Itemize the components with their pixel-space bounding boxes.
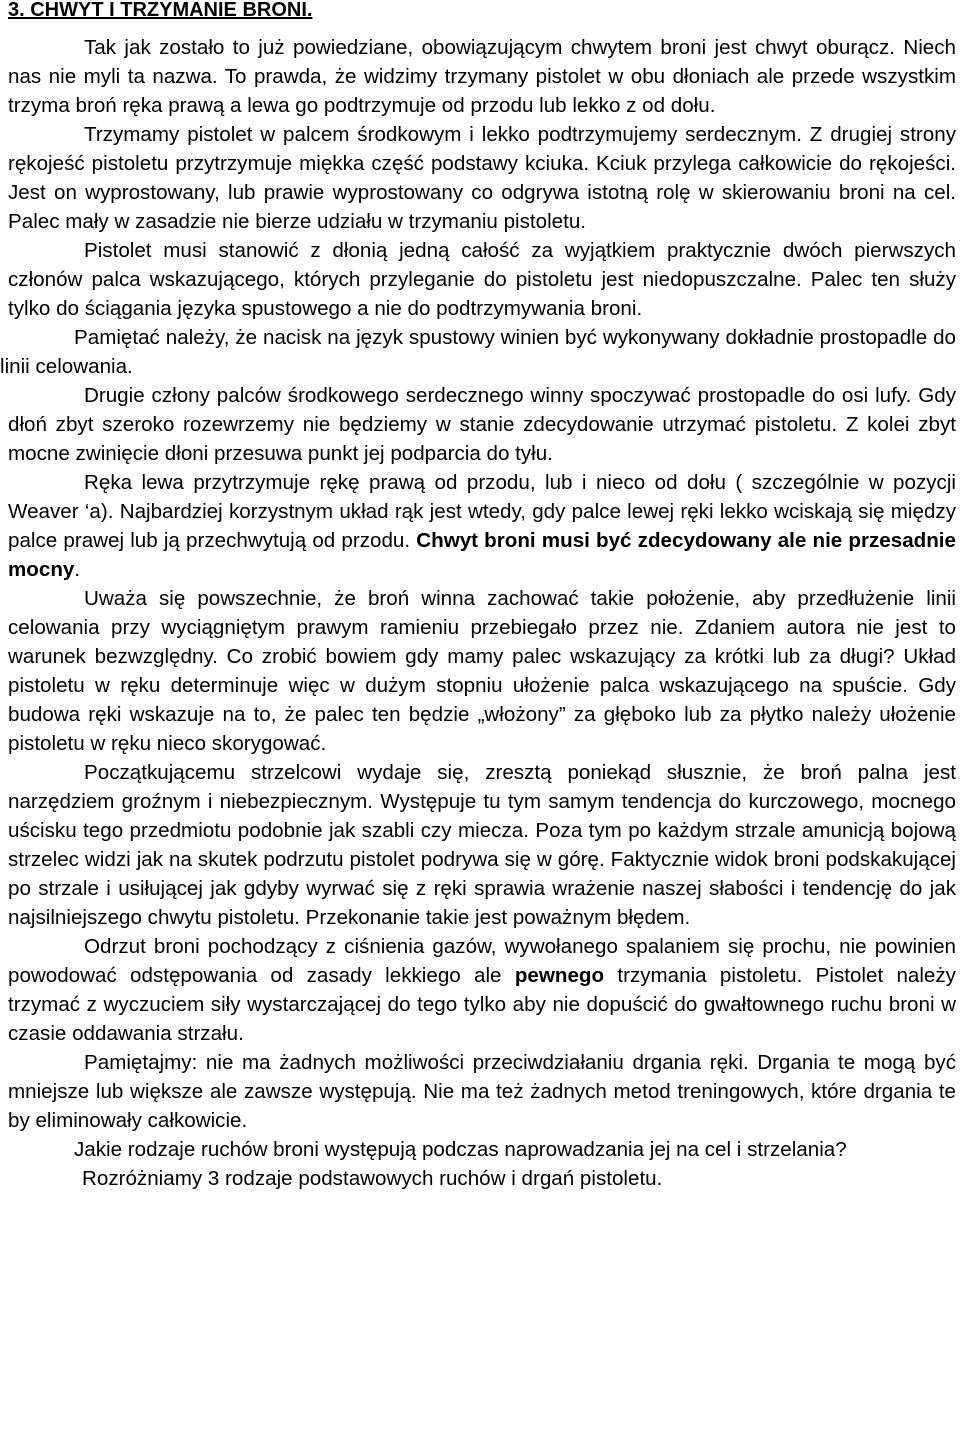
paragraph-6-bold: Chwyt broni musi być zdecydowany ale nie przesadnie mocny xyxy=(8,529,956,581)
paragraph-3: Pistolet musi stanowić z dłonią jedną całość za wyjątkiem praktycznie dwóch pierwszych członów palca wskazującego, których przyleganie do pistoletu jest niedopuszczalne. Palec ten służy tylko do ściągania języka spustowego a nie do podtrzymywania broni. xyxy=(8,239,956,320)
paragraph-6-text: Ręka lewa przytrzymuje rękę prawą od przodu, lub i nieco od dołu ( szczególnie w pozycji Weaver ‘a). Najbardziej korzystnym układ rąk jest wtedy, gdy palce lewej ręki lekko wciskają się między palce prawej lub ją przechwytują od przodu. xyxy=(8,471,956,552)
paragraph-6-after: . xyxy=(74,558,81,581)
section-title: 3. CHWYT I TRZYMANIE BRONI. xyxy=(8,0,313,21)
paragraph-9 xyxy=(8,932,956,1048)
paragraph-7: Uważa się powszechnie, że broń winna zachować takie położenie, aby przedłużenie linii celowania przy wyciągniętym prawym ramieniu przebiegało przez nie. Zdaniem autora nie jest to warunek bezwzględny. Co zrobić bowiem gdy mamy palec wskazujący za krótki lub za długi? Układ pistoletu w ręku determinuje więc w dużym stopniu ułożenie palca wskazującego na spuście. Gdy budowa ręki wskazuje na to, że palec ten będzie „włożony” za głęboko lub za płytko należy ułożenie pistoletu w ręku nieco skorygować. xyxy=(8,587,956,755)
paragraph-1: Tak jak zostało to już powiedziane, obowiązującym chwytem broni jest chwyt oburącz. Niech nas nie myli ta nazwa. To prawda, że widzimy trzymany pistolet w obu dłoniach ale przede wszystkim trzyma broń ręka prawą a lewa go podtrzymuje od przodu lub lekko z od dołu. xyxy=(8,36,956,117)
paragraph-2: Trzymamy pistolet w palcem środkowym i lekko podtrzymujemy serdecznym. Z drugiej strony rękojeść pistoletu przytrzymuje miękka część podstawy kciuka. Kciuk przylega całkowicie do rękojeści. Jest on wyprostowany, lub prawie wyprostowany co odgrywa istotną rolę w skierowaniu broni na cel. Palec mały w zasadzie nie bierze udziału w trzymaniu pistoletu. xyxy=(8,123,956,233)
paragraph-5: Drugie człony palców środkowego serdecznego winny spoczywać prostopadle do osi lufy. Gdy dłoń zbyt szeroko rozewrzemy nie będziemy w stanie zdecydowanie utrzymać pistoletu. Z kolei zbyt mocne zwinięcie dłoni przesuwa punkt jej podparcia do tyłu. xyxy=(8,384,956,465)
paragraph-8: Początkującemu strzelcowi wydaje się, zresztą poniekąd słusznie, że broń palna jest narzędziem groźnym i niebezpiecznym. Występuje tu tym samym tendencja do kurczowego, mocnego uścisku tego przedmiotu podobnie jak szabli czy miecza. Poza tym po każdym strzale amunicją bojową strzelec widzi jak na skutek podrzutu pistolet podrywa się w górę. Faktycznie widok broni podskakującej po strzale i usiłującej jak gdyby wyrwać się z ręki sprawia wrażenie naszej słabości i tendencję do jak najsilniejszego chwytu pistoletu. Przekonanie takie jest poważnym błędem. xyxy=(8,761,956,929)
paragraph-9-after: trzymania pistoletu. Pistolet należy trzymać z wyczuciem siły wystarczającej do tego tylko aby nie dopuścić do gwałtownego ruchu broni w czasie oddawania strzału. xyxy=(8,964,956,1045)
paragraph-4: Pamiętać należy, że nacisk na język spustowy winien być wykonywany dokładnie prostopadle do linii celowania. xyxy=(0,326,956,378)
paragraph-9-text: Odrzut broni pochodzący z ciśnienia gazów, wywołanego spalaniem się prochu, nie powinien powodować odstępowania od zasady lekkiego ale xyxy=(8,935,956,987)
paragraph-10: Pamiętajmy: nie ma żadnych możliwości przeciwdziałaniu drgania ręki. Drgania te mogą być mniejsze lub większe ale zawsze występują. Nie ma też żadnych metod treningowych, które drgania te by eliminowały całkowicie. xyxy=(8,1051,956,1132)
paragraph-6 xyxy=(8,468,956,584)
paragraph-12: Rozróżniamy 3 rodzaje podstawowych ruchów i drgań pistoletu. xyxy=(82,1167,663,1190)
paragraph-11: Jakie rodzaje ruchów broni występują podczas naprowadzania jej na cel i strzelania? xyxy=(74,1138,847,1161)
paragraph-9-bold: pewnego xyxy=(514,964,605,987)
